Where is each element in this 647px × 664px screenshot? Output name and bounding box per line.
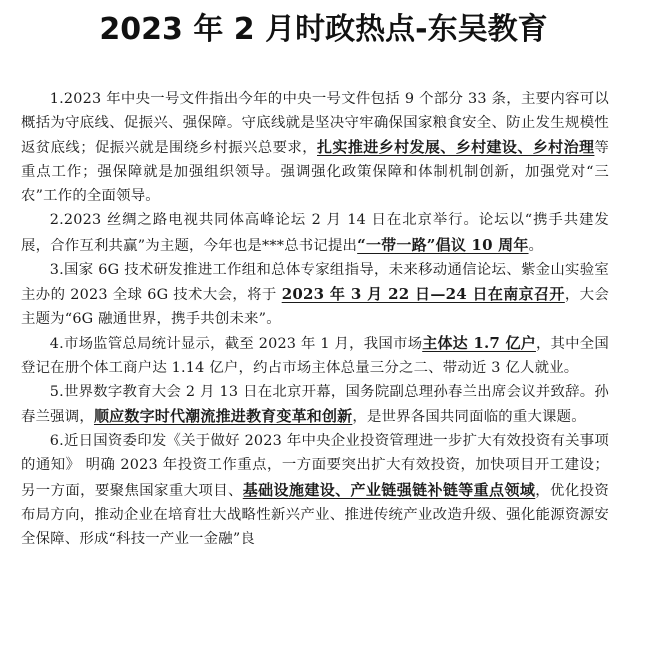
paragraph-text: 5.世界数字教育大会 2 月 13 日在北京开幕，国务院副总理孙春兰出席会议并致辞。孙春兰强调， <box>21 384 609 426</box>
key-point-highlight: 基础设施建设、产业链强链补链等重点领域 <box>242 480 536 499</box>
paragraph-4 <box>21 331 609 380</box>
paragraph-text: 等重点工作；强保障就是加强组织领导。强调强化政策保障和体制机制创新，加强党对“三农”工作的全面领导。 <box>21 140 609 205</box>
paragraph-text: 3.国家 6G 技术研发推进工作组和总体专家组指导，未来移动通信论坛、紫金山实验室主办的 2023 全球 6G 技术大会，将于 <box>21 261 609 303</box>
document-title: 2023 年 2 月时政热点-东吴教育 <box>99 12 548 47</box>
paragraph-3 <box>21 258 609 331</box>
paragraph-text: 4.市场监管总局统计显示，截至 2023 年 1 月，我国市场 <box>49 335 423 352</box>
key-point-highlight: 顺应数字时代潮流推进教育变革和创新 <box>93 407 353 426</box>
paragraph-2 <box>21 208 609 257</box>
paragraph-text: ，大会主题为“6G 融通世界，携手共创未来”。 <box>21 286 609 327</box>
paragraph-text: 2.2023 丝绸之路电视共同体高峰论坛 2 月 14 日在北京举行。论坛以“携手共建发展，合作互利共赢”为主题，今年也是***总书记提出 <box>21 212 609 254</box>
paragraph-text: 6.近日国资委印发《关于做好 2023 年中央企业投资管理进一步扩大有效投资有关事项的通知》 明确 2023 年投资工作重点，一方面要突出扩大有效投资，加快项目开工建设；另一方面，要聚焦国家重大项目、 <box>21 433 609 499</box>
paragraph-6 <box>21 429 609 550</box>
paragraph-5 <box>21 380 609 429</box>
paragraph-text: 1.2023 年中央一号文件指出今年的中央一号文件包括 9 个部分 33 条，主要内容可以概括为守底线、促振兴、强保障。守底线就是坚决守牢确保国家粮食安全、防止发生规模性返贫底线；促振兴就是围绕乡村振兴总要求， <box>21 91 609 157</box>
paragraph-text: ，优化投资布局方向，推动企业在培育壮大战略性新兴产业、推进传统产业改造升级、强化能源资源安全保障、形成“科技一产业一金融”良 <box>21 482 609 547</box>
document-body <box>21 87 609 551</box>
key-point-highlight: 2023 年 3 月 22 日—24 日在南京召开 <box>281 284 565 303</box>
paragraph-text: ，其中全国登记在册个体工商户达 1.14 亿户，约占市场主体总量三分之二、带动近 3 亿人就业。 <box>21 335 609 377</box>
paragraph-text: ，是世界各国共同面临的重大课题。 <box>352 409 586 426</box>
paragraph-text: 。 <box>528 237 544 254</box>
key-point-highlight: 扎实推进乡村发展、乡村建设、乡村治理 <box>317 138 595 157</box>
key-point-highlight: 主体达 1.7 亿户 <box>422 333 536 352</box>
key-point-highlight: “一带一路”倡议 10 周年 <box>357 235 529 254</box>
paragraph-1 <box>21 87 609 208</box>
